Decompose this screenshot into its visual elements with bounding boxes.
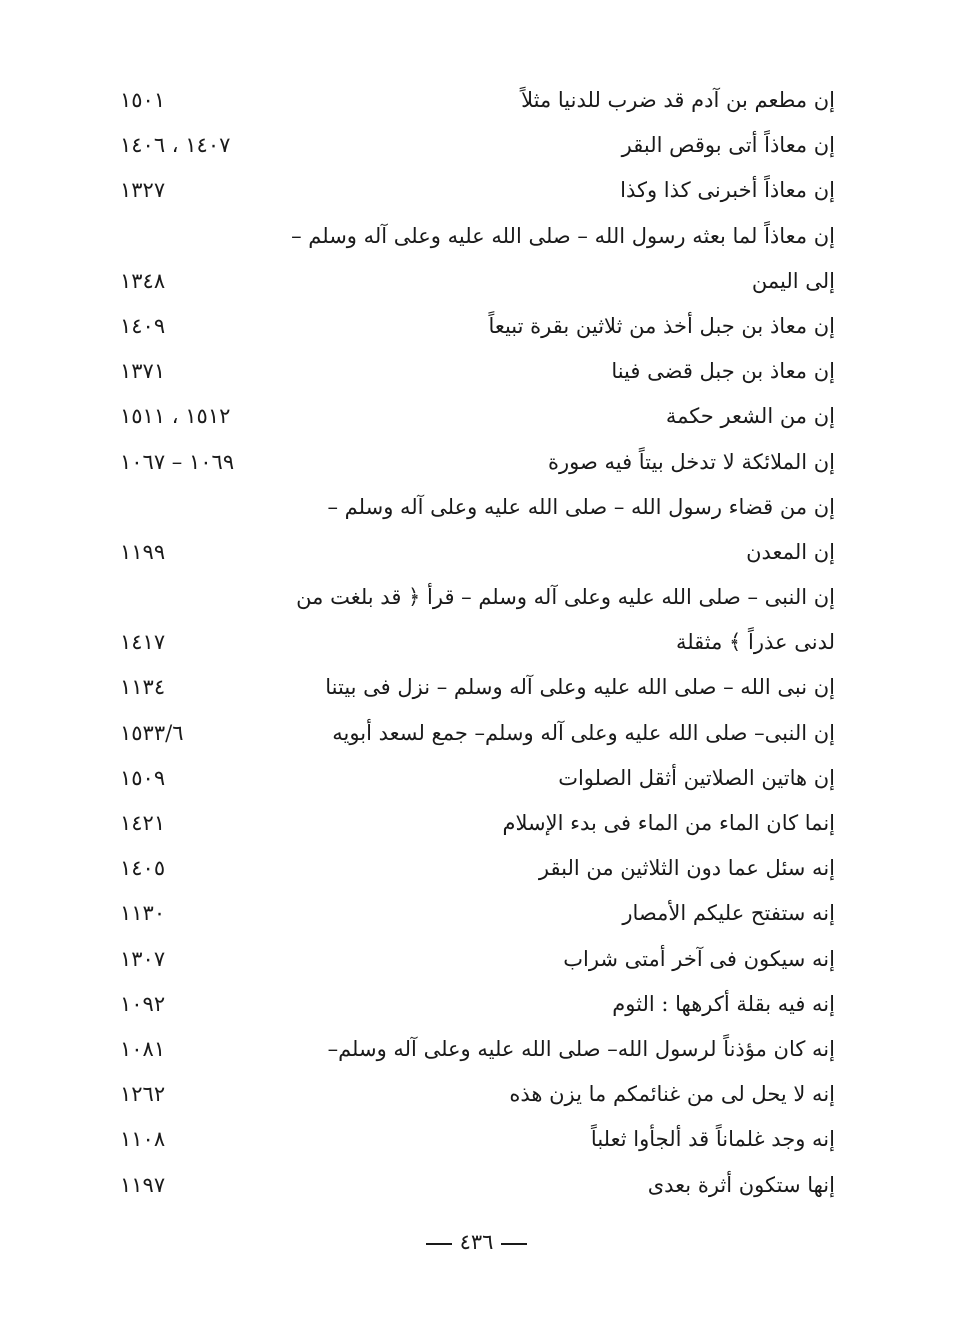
- index-entry: [120, 986, 835, 1031]
- entry-reference-number: ١٤٠٥: [120, 856, 166, 881]
- index-entry: [120, 308, 835, 353]
- index-entry: [120, 850, 835, 895]
- entry-text: إنه وجد غلماناً قد ألجأوا ثعلباً: [590, 1127, 835, 1152]
- entry-reference-number: ١٠٦٩ – ١٠٦٧: [120, 449, 235, 474]
- index-entry: [120, 805, 835, 850]
- entry-text: إن معاذ بن جبل أخذ من ثلاثين بقرة تبيعاً: [488, 313, 835, 338]
- entry-text: إنما كان الماء من الماء فى بدء الإسلام: [502, 811, 835, 835]
- index-entry: [120, 715, 835, 760]
- entry-text: إن مطعم بن آدم قد ضرب للدنيا مثلاً: [521, 88, 835, 112]
- entry-text: إن النبى– صلى الله عليه وعلى آله وسلم– جمع لسعد أبويه: [332, 720, 835, 745]
- entry-text: إن نبى الله – صلى الله عليه وعلى آله وسلم – نزل فى بيتنا: [325, 675, 835, 700]
- index-entry: [120, 624, 835, 669]
- page-number: ٤٣٦: [459, 1230, 494, 1254]
- entry-text: إنها ستكون أثرة بعدى: [647, 1172, 835, 1197]
- footer-dash-right: [501, 1243, 527, 1245]
- entry-text: إن معاذاً أخبرنى كذا وكذا: [620, 178, 835, 203]
- entry-text: إنه سئل عما دون الثلاثين من البقر: [538, 856, 835, 881]
- entry-text: إنه فيه بقلة أكرهها : الثوم: [612, 991, 835, 1016]
- index-entry: [120, 760, 835, 805]
- footer-dash-left: [426, 1243, 452, 1245]
- entry-reference-number: ١٤٠٧ ، ١٤٠٦: [120, 133, 231, 158]
- entry-text: إنه سيكون فى آخر أمتى شراب: [563, 946, 835, 971]
- index-entry: [120, 579, 835, 624]
- entry-reference-number: ١٥٠٩: [120, 765, 166, 790]
- entry-text: إن من قضاء رسول الله – صلى الله عليه وعلى آله وسلم –: [327, 494, 835, 519]
- index-entry: [120, 127, 835, 172]
- entry-text: إن معاذ بن جبل قضى فينا: [611, 359, 835, 384]
- hadith-index-list: [120, 82, 835, 1212]
- entry-reference-number: ١٢٦٢: [120, 1082, 166, 1107]
- page-footer: [0, 1230, 953, 1254]
- entry-text: إنه ستفتح عليكم الأمصار: [622, 901, 835, 926]
- index-entry: [120, 941, 835, 986]
- entry-reference-number: ١٣٢٧: [120, 178, 166, 203]
- index-entry: [120, 444, 835, 489]
- entry-reference-number: ١٣٧١: [120, 359, 166, 384]
- index-entry: [120, 353, 835, 398]
- index-entry: [120, 263, 835, 308]
- entry-text: إلى اليمن: [751, 268, 835, 293]
- entry-reference-number: ١٠٨١: [120, 1036, 166, 1061]
- entry-text: لدنى عذراً ﴾ مثقلة: [675, 630, 835, 655]
- entry-reference-number: ١١٣٠: [120, 901, 166, 926]
- entry-text: إنه كان مؤذناً لرسول الله– صلى الله عليه وعلى آله وسلم–: [327, 1036, 835, 1061]
- entry-reference-number: ١٥٠١: [120, 88, 166, 112]
- index-entry: [120, 218, 835, 263]
- index-entry: [120, 534, 835, 579]
- index-entry: [120, 82, 835, 127]
- entry-reference-number: ١١٠٨: [120, 1127, 166, 1152]
- index-entry: [120, 669, 835, 714]
- entry-reference-number: ١٣٤٨: [120, 268, 166, 293]
- index-entry: [120, 172, 835, 217]
- entry-reference-number: ١١٩٩: [120, 539, 166, 564]
- entry-reference-number: ١٤٠٩: [120, 313, 166, 338]
- entry-reference-number: ١٤١٧: [120, 630, 166, 655]
- entry-text: إن معاذاً أتى بوقص البقر: [621, 133, 835, 158]
- index-entry: [120, 1167, 835, 1212]
- index-entry: [120, 895, 835, 940]
- index-entry: [120, 398, 835, 443]
- entry-text: إن الملائكة لا تدخل بيتاً فيه صورة: [547, 449, 835, 474]
- entry-reference-number: ١٥١٢ ، ١٥١١: [120, 404, 231, 429]
- index-entry: [120, 1076, 835, 1121]
- entry-reference-number: ١٠٩٢: [120, 991, 166, 1016]
- entry-text: إن النبى – صلى الله عليه وعلى آله وسلم – قرأ ﴿ قد بلغت من: [296, 585, 835, 610]
- entry-text: إن معاذاً لما بعثه رسول الله – صلى الله عليه وعلى آله وسلم –: [291, 223, 835, 248]
- entry-reference-number: ١١٩٧: [120, 1172, 166, 1197]
- entry-reference-number: ١٤٢١: [120, 811, 166, 835]
- entry-reference-number: ١١٣٤: [120, 675, 166, 700]
- index-entry: [120, 1121, 835, 1166]
- index-entry: [120, 1031, 835, 1076]
- entry-text: إن هاتين الصلاتين أثقل الصلوات: [558, 765, 835, 790]
- entry-text: إنه لا يحل لى من غنائمكم ما يزن هذه: [509, 1082, 835, 1107]
- entry-reference-number: ١٥٣٣/٦: [120, 720, 184, 745]
- entry-text: إن المعدن: [746, 539, 835, 564]
- index-entry: [120, 489, 835, 534]
- entry-reference-number: ١٣٠٧: [120, 946, 166, 971]
- entry-text: إن من الشعر حكمة: [665, 404, 835, 429]
